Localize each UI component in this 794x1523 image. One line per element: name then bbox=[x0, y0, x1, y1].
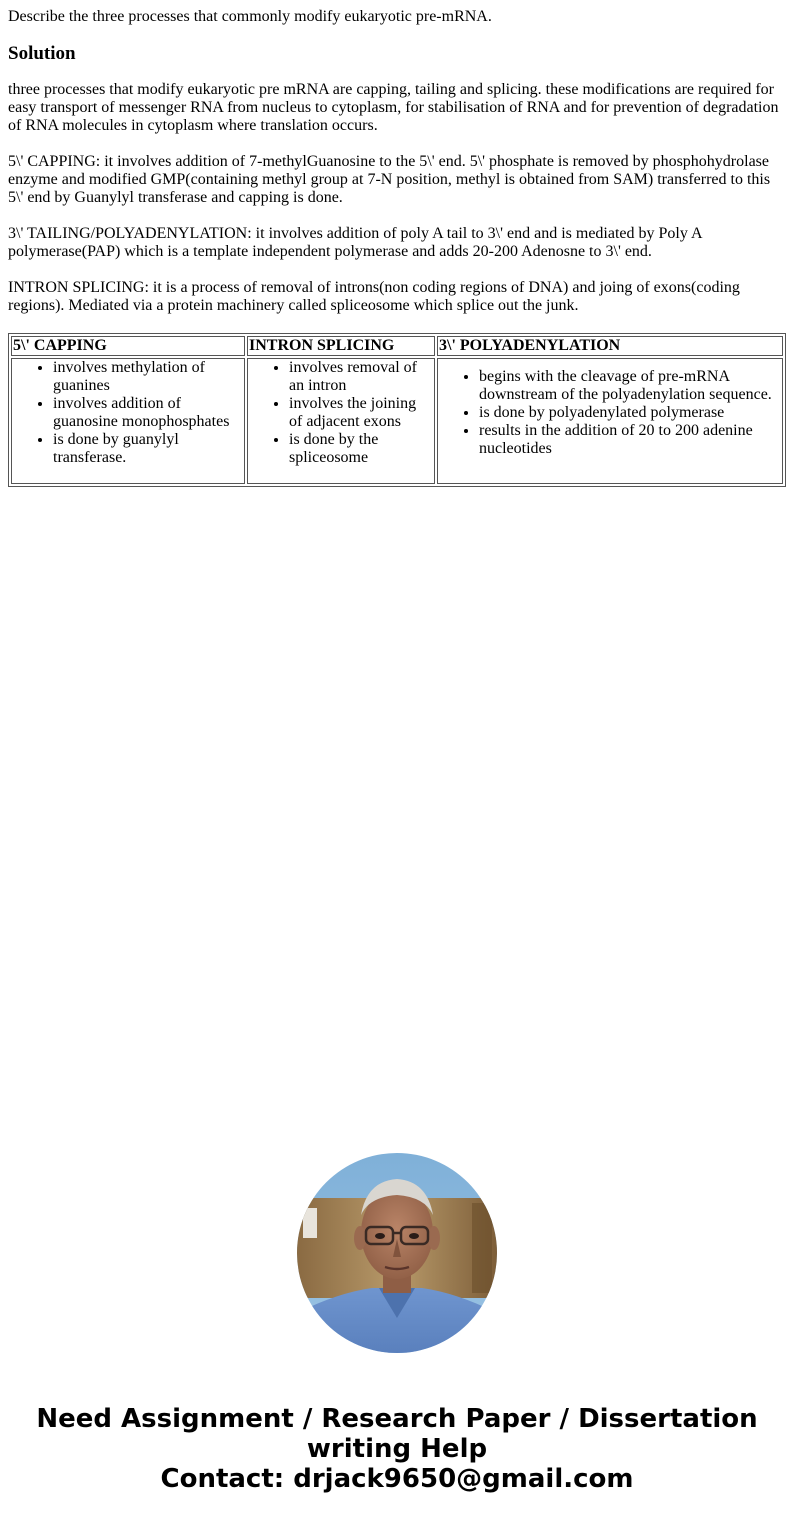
capping-list bbox=[13, 359, 243, 467]
paragraph-tailing: 3\' TAILING/POLYADENYLATION: it involves addition of poly A tail to 3\' end and is mediated by Poly A polymerase(PAP) which is a template independent polymerase and adds 20-200 Adenosne to 3\' end. bbox=[8, 225, 702, 260]
list-item: • involves addition of guanosine monophosphates bbox=[53, 395, 243, 431]
list-item: • involves methylation of guanines bbox=[53, 359, 243, 395]
list-item: • is done by polyadenylated polymerase bbox=[479, 404, 781, 422]
table-row bbox=[11, 358, 783, 484]
banner-headline: Need Assignment / Research Paper / Dissertation writing Help bbox=[36, 1404, 758, 1464]
author-photo bbox=[297, 1153, 497, 1353]
list-item: • results in the addition of 20 to 200 adenine nucleotides bbox=[479, 422, 781, 458]
solution-heading: Solution bbox=[8, 43, 76, 64]
question-text: Describe the three processes that commonly modify eukaryotic pre-mRNA. bbox=[8, 8, 492, 25]
list-item: • is done by guanylyl transferase. bbox=[53, 431, 243, 467]
list-item: • involves removal of an intron bbox=[289, 359, 433, 395]
table-header-row bbox=[11, 336, 783, 356]
cell-capping bbox=[11, 358, 245, 484]
contact-banner bbox=[0, 1404, 794, 1494]
list-item: • begins with the cleavage of pre-mRNA downstream of the polyadenylation sequence. bbox=[479, 368, 781, 404]
portrait-image bbox=[297, 1153, 497, 1353]
splicing-list bbox=[249, 359, 433, 467]
comparison-table bbox=[8, 333, 786, 487]
document-body bbox=[8, 8, 786, 487]
paragraph-splicing: INTRON SPLICING: it is a process of removal of introns(non coding regions of DNA) and joing of exons(coding regions). Mediated via a protein machinery called spliceosome which splice out the junk. bbox=[8, 279, 740, 314]
list-item: • involves the joining of adjacent exons bbox=[289, 395, 433, 431]
polyadenylation-list bbox=[439, 368, 781, 458]
banner-contact: Contact: drjack9650@gmail.com bbox=[160, 1464, 634, 1494]
paragraph-intro: three processes that modify eukaryotic pre mRNA are capping, tailing and splicing. these modifications are required for easy transport of messenger RNA from nucleus to cytoplasm, for stabilisation of RNA and for prevention of degradation of RNA molecules in cytoplasm where translation occurs. bbox=[8, 81, 779, 134]
header-polyadenylation: 3\' POLYADENYLATION bbox=[437, 336, 783, 356]
paragraph-capping: 5\' CAPPING: it involves addition of 7-methylGuanosine to the 5\' end. 5\' phosphate is removed by phosphohydrolase enzyme and modified GMP(containing methyl group at 7-N position, methyl is obtained from SAM) transferred to this 5\' end by Guanylyl transferase and capping is done. bbox=[8, 153, 771, 206]
header-capping: 5\' CAPPING bbox=[11, 336, 245, 356]
cell-splicing bbox=[247, 358, 435, 484]
cell-polyadenylation bbox=[437, 358, 783, 484]
list-item: • is done by the spliceosome bbox=[289, 431, 433, 467]
header-splicing: INTRON SPLICING bbox=[247, 336, 435, 356]
